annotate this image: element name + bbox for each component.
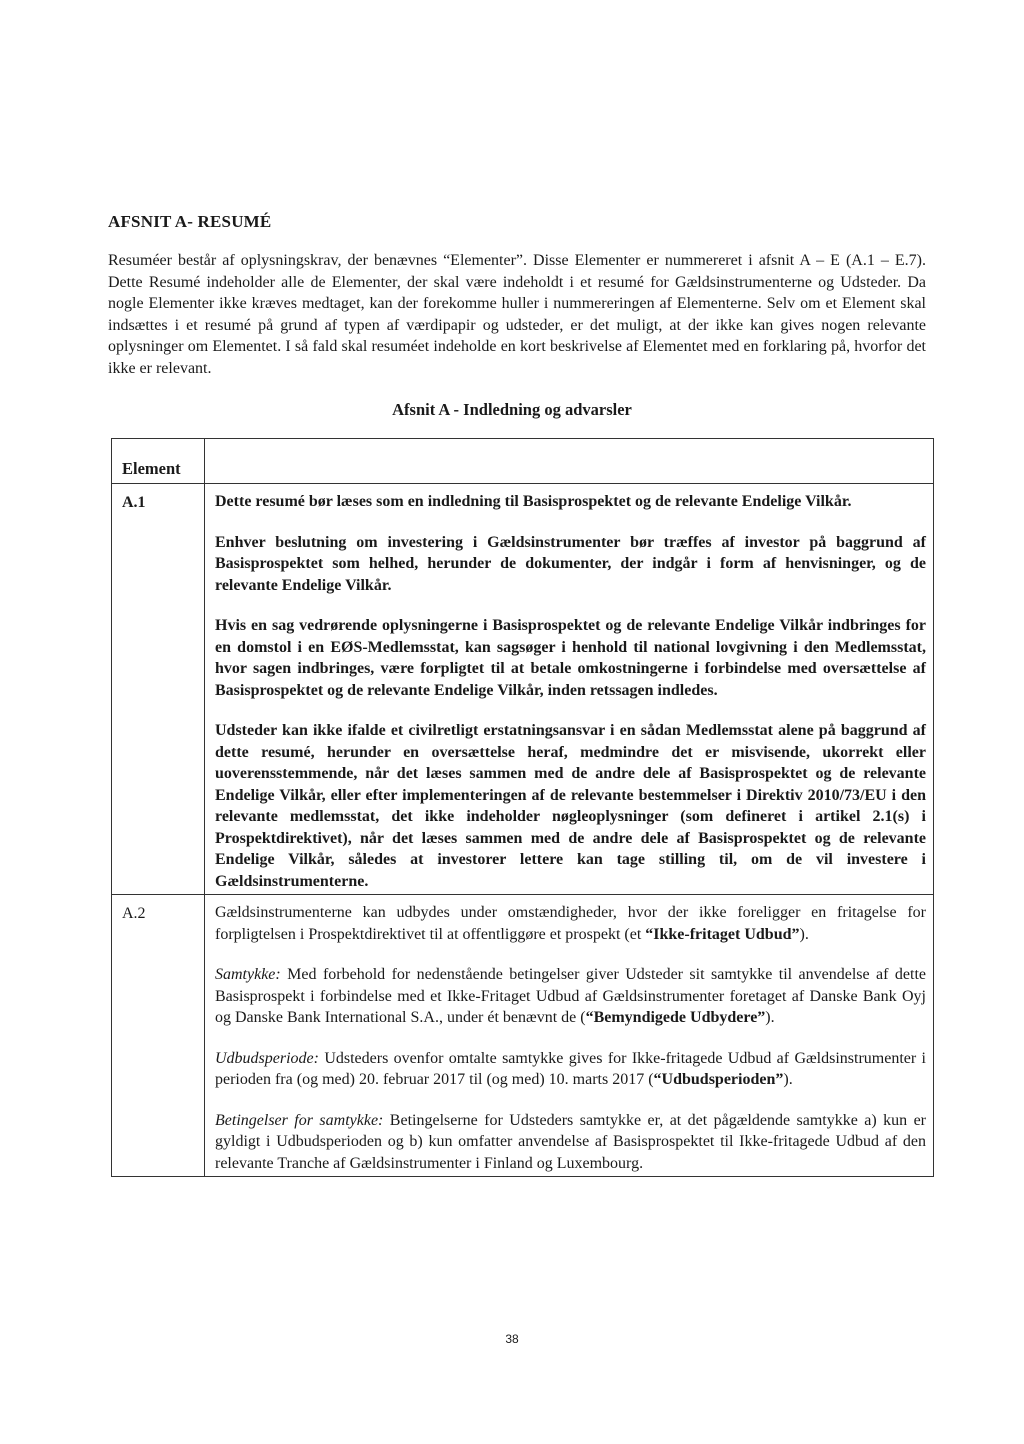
header-label: Element [122, 459, 181, 478]
element-label-a1: A.1 [122, 494, 146, 511]
a2-p1-end: ). [799, 925, 809, 943]
a2-paragraph-3 [215, 1048, 926, 1091]
a2-p2-label: Samtykke: [215, 966, 281, 983]
element-label-cell [112, 484, 205, 895]
a2-p3-defined-term: “Udbudsperioden” [653, 1071, 784, 1088]
a2-paragraph-2 [215, 964, 926, 1029]
page-number: 38 [505, 1332, 519, 1346]
a2-p2-defined-term: “Bemyndigede Udbydere” [585, 1009, 766, 1026]
element-content-a2 [205, 895, 934, 1177]
a2-p3-label: Udbudsperiode: [215, 1049, 319, 1067]
table-row [112, 484, 934, 895]
a2-p4-text: Betingelserne for Udsteders samtykke er, at det pågældende samtykke a) kun er gyldigt i Udbudsperioden og b) kun omfatter anvendelse af Basisprospektet til Ikke-fritagede Udbud af den relevante Tranche af Gældsinstrumenter i Finland og Luxembourg. [215, 1111, 926, 1172]
header-label-cell [112, 439, 205, 484]
a1-paragraph-1: Dette resumé bør læses som en indledning til Basisprospektet og de relevante Endelige Vilkår. [215, 493, 852, 510]
table-header-row [112, 439, 934, 484]
element-label-cell [112, 895, 205, 1177]
intro-paragraph: Resuméer består af oplysningskrav, der benævnes “Elementer”. Disse Elementer er nummereret i afsnit A – E (A.1 – E.7). Dette Resumé indeholder alle de Elementer, der skal være indeholdt i et resumé for Gældsinstrumenterne og Udsteder. Da nogle Elementer ikke kræves medtaget, kan der forekomme huller i nummereringen af Elementerne. Selv om et Element skal indsættes i et resumé på grund af typen af værdipapir og udsteder, er det muligt, at der ikke kan gives nogen relevante oplysninger om Elementet. I så fald skal resuméet indeholde en kort beskrivelse af Elementet med en forklaring på, hvorfor det ikke er relevant. [108, 252, 926, 377]
element-content-a1 [205, 484, 934, 895]
a2-paragraph-4 [215, 1110, 926, 1175]
a1-paragraph-4: Udsteder kan ikke ifalde et civilretligt erstatningsansvar i en sådan Medlemsstat alene på baggrund af dette resumé, herunder en oversættelse heraf, medmindre det er misvisende, ukorrekt eller uoverensstemmende, når det læses sammen med de andre dele af Basisprospektet og de relevante Endelige Vilkår, eller efter implementeringen af de relevante bestemmelser i Direktiv 2010/73/EU i den relevante medlemsstat, det ikke indeholder nøgleoplysninger (som defineret i artikel 2.1(s) i Prospektdirektivet), når det læses sammen med de andre dele af Basisprospektet og de relevante Endelige Vilkår, således at investorer lettere kan tage stilling til, om de vil investere i Gældsinstrumenterne. [215, 722, 926, 890]
a1-paragraph-3: Hvis en sag vedrørende oplysningerne i Basisprospektet og de relevante Endelige Vilkår indbringes for en domstol i en EØS-Medlemsstat, kan sagsøger i henhold til national lovgivning i den Medlemsstat, hvor sagen indbringes, være forpligtet til at betale omkostningerne i forbindelse med oversættelse af Basisprospektet og de relevante Endelige Vilkår, inden retssagen indledes. [215, 617, 926, 699]
a2-p2-text: Med forbehold for nedenstående betingelser giver Udsteder sit samtykke til anvendelse af dette Basisprospekt i forbindelse med et Ikke-Fritaget Udbud af Gældsinstrumenter foretaget af Danske Bank Oyj og Danske Bank International S.A., under ét benævnt de ( [215, 966, 926, 1026]
a1-paragraph-2: Enhver beslutning om investering i Gældsinstrumenter bør træffes af investor på baggrund af Basisprospektet som helhed, herunder de dokumenter, der indgår i form af henvisninger, og de relevante Endelige Vilkår. [215, 533, 926, 594]
a2-p2-end: ). [765, 1009, 775, 1026]
a2-paragraph-1 [215, 902, 926, 945]
page-heading: AFSNIT A- RESUMÉ [108, 212, 272, 231]
a2-p3-end: ). [783, 1071, 793, 1088]
section-title: Afsnit A - Indledning og advarsler [392, 400, 632, 419]
header-content-cell [205, 439, 934, 484]
table-row [112, 895, 934, 1177]
a2-p3-text: Udsteders ovenfor omtalte samtykke gives for Ikke-fritagede Udbud af Gældsinstrumenter i perioden fra (og med) 20. februar 2017 til (og med) 10. marts 2017 ( [215, 1049, 926, 1088]
a2-p1-text: Gældsinstrumenterne kan udbydes under omstændigheder, hvor der ikke foreligger en fritagelse for forpligtelsen i Prospektdirektivet til at offentliggøre et prospekt (et [215, 904, 926, 943]
element-table [111, 438, 934, 1177]
element-label-a2: A.2 [122, 905, 146, 922]
a2-p1-defined-term: “Ikke-fritaget Udbud” [645, 925, 800, 943]
a2-p4-label: Betingelser for samtykke: [215, 1111, 384, 1129]
